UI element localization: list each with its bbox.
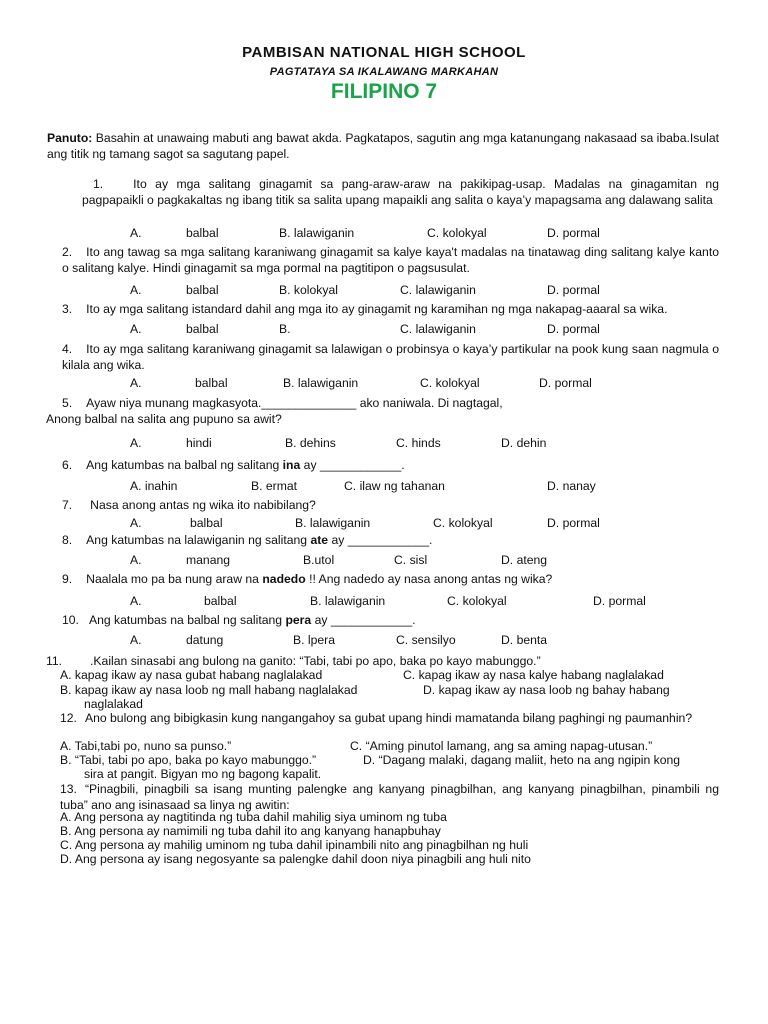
choice-d: D. pormal <box>539 376 592 390</box>
choice-d: D. kapag ikaw ay nasa loob ng bahay habang <box>423 683 670 697</box>
choice-b: B. Ang persona ay namimili ng tuba dahil ito ang kanyang hanapbuhay <box>60 824 441 838</box>
question-text: Ito ay mga salitang ginagamit sa pang-araw-araw na pakikipag-usap. Madalas na ginagamitan ng pagpapaikli o pagkakaltas ng ibang titik sa salita upang mapaikli ang salita o kaya’y mapagsama ang dalawang salita <box>82 177 719 207</box>
question-number: 8. <box>62 533 73 547</box>
choice-a: A. <box>130 283 142 297</box>
question-10 <box>62 613 416 627</box>
choice-d: D. dehin <box>501 436 547 450</box>
question-text-end: ay ____________. <box>328 533 433 547</box>
keyword: pera <box>285 613 312 627</box>
question-number: 7. <box>62 498 73 512</box>
choice-c: C. kolokyal <box>427 226 487 240</box>
school-name: PAMBISAN NATIONAL HIGH SCHOOL <box>242 44 526 61</box>
question-number: 13. <box>60 782 77 796</box>
question-13 <box>60 782 719 813</box>
choice-d: D. “Dagang malaki, dagang maliit, heto na ang ngipin kong <box>363 753 681 767</box>
choice-d: D. ateng <box>501 553 548 567</box>
instructions-label: Panuto: <box>47 131 93 145</box>
choice-a: A. Tabi,tabi po, nuno sa punso.” <box>60 739 232 753</box>
choice-a: A. Ang persona ay nagtitinda ng tuba dahil mahilig siya uminom ng tuba <box>60 810 447 824</box>
question-number: 10. <box>62 613 79 627</box>
question-7 <box>62 498 316 512</box>
question-9 <box>62 572 552 586</box>
subject-title: FILIPINO 7 <box>330 80 438 103</box>
choice-b: B. lalawiganin <box>310 594 386 608</box>
question-12 <box>60 711 719 727</box>
choice-d: D. nanay <box>547 479 596 493</box>
question-8 <box>62 533 432 547</box>
keyword: ina <box>282 458 301 472</box>
choice-a-text: balbal <box>186 322 219 336</box>
choice-c: C. ilaw ng tahanan <box>344 479 445 493</box>
choice-a: A. inahin <box>130 479 178 493</box>
choice-a: A. <box>130 553 142 567</box>
choice-d: D. pormal <box>547 283 600 297</box>
choice-c: C. sisl <box>394 553 428 567</box>
choice-d-continued: sira at pangit. Bigyan mo ng bagong kapalit. <box>84 767 322 781</box>
question-6 <box>62 458 405 472</box>
question-5-prompt: Anong balbal na salita ang pupuno sa awit? <box>46 412 282 426</box>
question-number: 3. <box>62 302 73 316</box>
question-text: Ang katumbas na balbal ng salitang <box>88 613 286 627</box>
choice-a: A. <box>130 376 142 390</box>
choice-a-text: balbal <box>204 594 237 608</box>
choice-c: C. Ang persona ay mahilig uminom ng tuba dahil ipinambili nito ang pinagbilhan ng huli <box>60 838 529 852</box>
choice-b: B. kolokyal <box>279 283 338 297</box>
question-11 <box>46 654 541 668</box>
question-text: Ito ay mga salitang istandard dahil ang mga ito ay ginagamit ng karamihan ng mga nakapag-aaaral sa wika. <box>86 302 668 316</box>
choice-a: A. kapag ikaw ay nasa gubat habang naglalakad <box>60 668 323 682</box>
question-text: Ang katumbas na balbal ng salitang <box>86 458 283 472</box>
question-text: .Kailan sinasabi ang bulong na ganito: “Tabi, tabi po apo, baka po kayo mabunggo.” <box>90 654 541 668</box>
choice-a-text: balbal <box>186 226 219 240</box>
question-4 <box>62 342 719 373</box>
choice-d: D. Ang persona ay isang negosyante sa palengke dahil doon niya pinagbili ang huli nito <box>60 852 531 866</box>
choice-b: B. dehins <box>285 436 336 450</box>
choice-b: B. <box>279 322 291 336</box>
choice-a-text: hindi <box>186 436 212 450</box>
question-text-end: !! Ang nadedo ay nasa anong antas ng wika? <box>305 572 553 586</box>
choice-b: B. lalawiganin <box>295 516 371 530</box>
choice-a: A. <box>130 322 142 336</box>
choice-a: A. <box>130 633 142 647</box>
choice-a: A. <box>130 226 142 240</box>
choice-a: A. <box>130 516 142 530</box>
choice-d: D. pormal <box>547 322 600 336</box>
choice-a-text: balbal <box>195 376 228 390</box>
question-2 <box>62 245 719 276</box>
instructions <box>47 131 719 162</box>
choice-c: C. kolokyal <box>420 376 480 390</box>
choice-a-text: manang <box>186 553 231 567</box>
question-number: 2. <box>62 245 73 259</box>
choice-c: C. “Aming pinutol lamang, ang sa aming napag-utusan.” <box>350 739 653 753</box>
choice-d: D. pormal <box>547 226 600 240</box>
choice-d: D. pormal <box>593 594 646 608</box>
keyword: ate <box>310 533 329 547</box>
question-text: Ano bulong ang bibigkasin kung nangangahoy sa gubat upang hindi mamatanda bilang paghingi ng paumanhin? <box>84 711 693 725</box>
choice-c: C. lalawiganin <box>400 283 476 297</box>
choice-c: C. sensilyo <box>396 633 456 647</box>
choice-c: C. hinds <box>396 436 441 450</box>
question-text: Ayaw niya munang magkasyota.______________ ako naniwala. Di nagtagal, <box>86 396 503 410</box>
choice-a-text: datung <box>186 633 224 647</box>
keyword: nadedo <box>262 572 306 586</box>
question-number: 12. <box>60 711 77 725</box>
question-text: Nasa anong antas ng wika ito nabibilang? <box>90 498 316 512</box>
question-3 <box>62 302 719 318</box>
choice-b: B. “Tabi, tabi po apo, baka po kayo mabunggo.” <box>60 753 317 767</box>
choice-c: C. kapag ikaw ay nasa kalye habang naglalakad <box>403 668 664 682</box>
choice-c: C. kolokyal <box>447 594 507 608</box>
choice-d: D. benta <box>501 633 548 647</box>
choice-a-text: balbal <box>190 516 223 530</box>
question-number: 4. <box>62 342 73 356</box>
choice-b: B. lalawiganin <box>279 226 355 240</box>
question-number: 11. <box>46 654 63 668</box>
choice-b: B. lpera <box>293 633 336 647</box>
choice-b: B.utol <box>303 553 335 567</box>
choice-c: C. kolokyal <box>433 516 493 530</box>
question-number: 9. <box>62 572 73 586</box>
exam-subtitle: PAGTATAYA SA IKALAWANG MARKAHAN <box>269 66 499 78</box>
question-1 <box>82 177 719 208</box>
choice-b: B. ermat <box>251 479 298 493</box>
question-text: Ang katumbas na lalawiganin ng salitang <box>86 533 311 547</box>
question-number: 1. <box>93 177 104 191</box>
question-text: Naalala mo pa ba nung araw na <box>86 572 263 586</box>
choice-a-text: balbal <box>186 283 219 297</box>
question-text: Ito ang tawag sa mga salitang karaniwang ginagamit sa kalye kaya't madalas na tinatawag ding salitang kalye kanto o salitang kalye. Hindi ginagamit sa mga pormal na pagtitipon o pagsusulat. <box>62 245 719 275</box>
question-text-end: ay ____________. <box>300 458 405 472</box>
question-text: Ito ay mga salitang karaniwang ginagamit sa lalawigan o probinsya o kaya’y partikular na pook kung saan nagmula o kilala ang wika. <box>62 342 719 372</box>
question-text-end: ay ____________. <box>311 613 416 627</box>
question-5 <box>62 396 503 410</box>
choice-a: A. <box>130 594 142 608</box>
choice-d: D. pormal <box>547 516 600 530</box>
question-number: 5. <box>62 396 73 410</box>
choice-b: B. kapag ikaw ay nasa loob ng mall habang naglalakad <box>60 683 358 697</box>
choice-c: C. lalawiganin <box>400 322 476 336</box>
question-number: 6. <box>62 458 73 472</box>
instructions-text: Basahin at unawaing mabuti ang bawat akda. Pagkatapos, sagutin ang mga katanungang nakasaad sa ibaba.Isulat ang titik ng tamang sagot sa sagutang papel. <box>47 131 719 161</box>
question-text: “Pinagbili, pinagbili sa isang munting palengke ang kanyang pinagbilhan, ang kanyang pinagbilhan, pinambili ng tuba” ano ang isinasaad sa linya ng awitin: <box>60 782 719 812</box>
choice-b-continued: naglalakad <box>84 697 143 711</box>
choice-b: B. lalawiganin <box>283 376 359 390</box>
choice-a: A. <box>130 436 142 450</box>
